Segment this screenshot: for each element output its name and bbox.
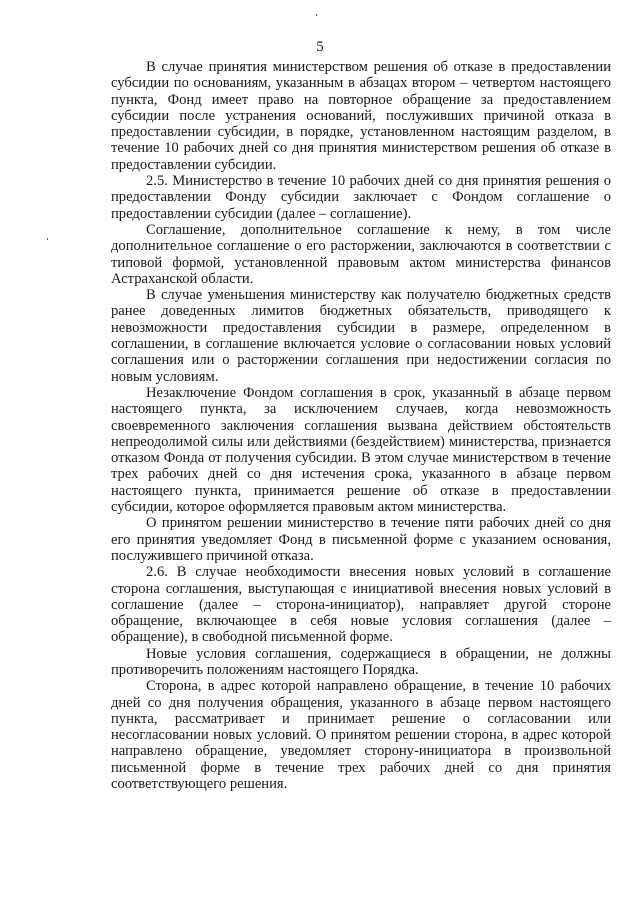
paragraph: Соглашение, дополнительное соглашение к нему, в том числе дополнительное соглашение о его расторжении, заключаются в соответствии с типовой формой, установленной правовым актом министерства финансов Астраханской области.: [111, 221, 611, 287]
scan-speck: [47, 238, 48, 240]
paragraph: Новые условия соглашения, содержащиеся в обращении, не должны противоречить положениям настоящего Порядка.: [111, 645, 611, 678]
paragraph: 2.6. В случае необходимости внесения новых условий в соглашение сторона соглашения, выступающая с инициативой внесения новых условий в соглашение (далее – сторона-инициатор), направляет другой стороне обращение, включающее в себя новые условия соглашения (далее – обращение), в свободной письменной форме.: [111, 564, 611, 646]
paragraph: 2.5. Министерство в течение 10 рабочих дней со дня принятия решения о предоставлении Фонду субсидии заключает с Фондом соглашение о предоставлении субсидии (далее – соглашение).: [111, 173, 611, 222]
scan-speck: [316, 14, 317, 16]
paragraph: Сторона, в адрес которой направлено обращение, в течение 10 рабочих дней со дня получения обращения, указанного в абзаце первом настоящего пункта, рассматривает и принимает решение о согласовании или несогласовании новых условий. О принятом решении сторона, в адрес которой направлено обращение, уведомляет сторону-инициатора в произвольной письменной форме в течение трех рабочих дней со дня принятия соответствующего решения.: [111, 678, 611, 793]
paragraph: В случае уменьшения министерству как получателю бюджетных средств ранее доведенных лимитов бюджетных обязательств, приводящего к невозможности предоставления субсидии в размере, определенном в соглашении, в соглашение включается условие о согласовании новых условий соглашения или о расторжении соглашения при недостижении согласия по новым условиям.: [111, 287, 611, 385]
paragraph: О принятом решении министерство в течение пяти рабочих дней со дня его принятия уведомляет Фонд в письменной форме с указанием основания, послужившего причиной отказа.: [111, 515, 611, 564]
page-number: 5: [316, 39, 324, 55]
paragraph: В случае принятия министерством решения об отказе в предоставлении субсидии по основаниям, указанным в абзацах втором – четвертом настоящего пункта, Фонд имеет право на повторное обращение за предоставлением субсидии после устранения оснований, послуживших причиной отказа в предоставлении субсидии, в порядке, установленном настоящим разделом, в течение 10 рабочих дней со дня принятия министерством решения об отказе в предоставлении субсидии.: [111, 59, 611, 173]
paragraph: Незаключение Фондом соглашения в срок, указанный в абзаце первом настоящего пункта, за исключением случаев, когда невозможность своевременного заключения соглашения вызвана действием обстоятельств непреодолимой силы или действиями (бездействием) министерства, признается отказом Фонда от получения субсидии. В этом случае министерством в течение трех рабочих дней со дня истечения срока, указанного в абзаце первом настоящего пункта, принимается решение об отказе в предоставлении субсидии, которое оформляется правовым актом министерства.: [111, 384, 611, 516]
document-body: [111, 59, 611, 792]
